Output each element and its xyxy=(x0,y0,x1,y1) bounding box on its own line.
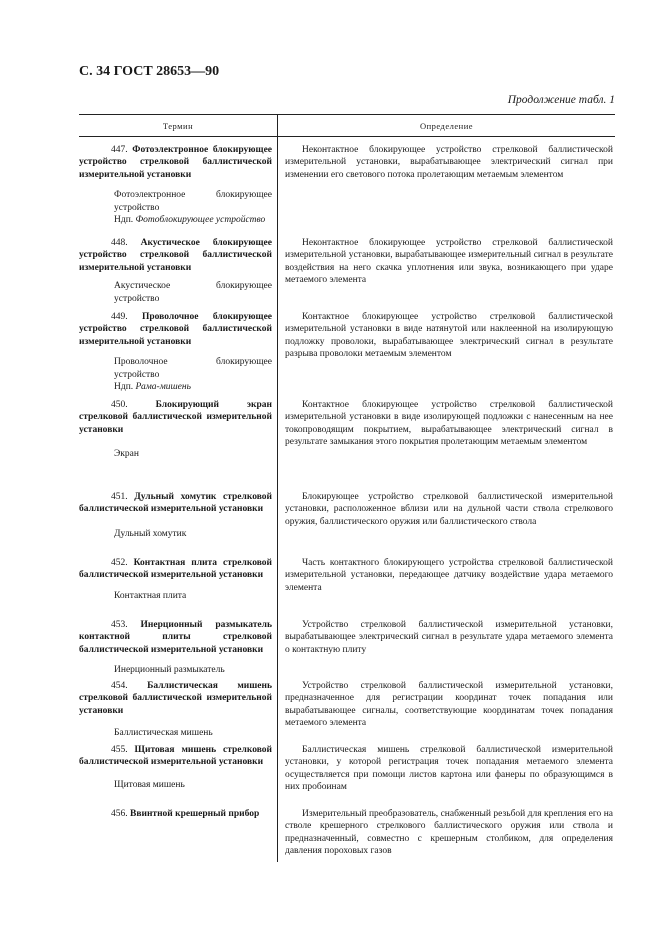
term-number: 454. xyxy=(111,681,128,691)
term-name: Баллистическая мишень стрелковой баллистической измерительной установки xyxy=(79,681,272,716)
term-name: Ввинтной крешерный прибор xyxy=(130,809,260,819)
term-synonym: Проволочное блокирующее устройство xyxy=(114,357,272,380)
term-synonym: Фотоэлектронное блокирующее устройство xyxy=(114,190,272,213)
term-number: 450. xyxy=(111,400,128,410)
term-number: 448. xyxy=(111,238,128,248)
term-cell xyxy=(79,144,272,226)
term-synonym: Контактная плита xyxy=(114,590,187,601)
term-deprecated: Ндп. Фотоблокирующее устройство xyxy=(114,215,266,226)
term-cell xyxy=(79,744,272,791)
term-synonym: Баллистическая мишень xyxy=(114,728,213,739)
definition-cell: Измерительный преобразователь, снабженный резьбой для крепления его на стволе крешерного стрелкового баллистического оружия или ствола и предназначенный, совместно с крешерным столбиком, для определения давления пороховых газов xyxy=(285,809,613,857)
column-divider xyxy=(277,137,278,862)
term-deprecated: Ндп. Рама-мишень xyxy=(114,382,191,393)
term-number: 453. xyxy=(111,620,128,630)
term-name: Дульный хомутик стрелковой баллистической измерительной установки xyxy=(79,492,272,515)
term-cell xyxy=(79,680,272,740)
term-cell xyxy=(79,491,272,540)
term-number: 456. xyxy=(111,809,128,819)
definition-cell: Контактное блокирующее устройство стрелковой баллистической измерительной установки в виде изолирующей подложки с нанесенным на нее токопроводящим покрытием, вырабатывающее электрический сигнал в результате замыкания этого покрытия пролетающим метаемым элементом xyxy=(285,400,613,448)
table-header xyxy=(79,114,615,137)
term-number: 449. xyxy=(111,312,128,322)
term-name: Контактная плита стрелковой баллистической измерительной установки xyxy=(79,558,272,581)
term-name: Проволочное блокирующее устройство стрелковой баллистической измерительной установки xyxy=(79,312,273,347)
definition-cell: Контактное блокирующее устройство стрелковой баллистической измерительной установки в виде натянутой или наклеенной на изолирующую подложку проволоки, вырабатывающее электрический сигнал в результате разрыва проволоки метаемым элементом xyxy=(285,312,613,360)
definition-cell: Устройство стрелковой баллистической измерительной установки, вырабатывающее электрический сигнал в результате удара метаемого элемента о контактную плиту xyxy=(285,620,613,655)
term-cell xyxy=(79,808,272,820)
page-header: С. 34 ГОСТ 28653—90 xyxy=(79,64,220,79)
term-number: 447. xyxy=(111,145,128,155)
term-cell xyxy=(79,237,272,305)
term-name: Акустическое блокирующее устройство стрелковой баллистической измерительной установки xyxy=(79,238,272,273)
definition-cell: Баллистическая мишень стрелковой баллистической измерительной установки, у которой регистрация точек попадания метаемого элемента осуществляется при помощи листов картона или фанеры по образующимся в них пробоинам xyxy=(285,745,613,793)
term-name: Фотоэлектронное блокирующее устройство стрелковой баллистической измерительной установки xyxy=(79,145,272,180)
definition-cell: Часть контактного блокирующего устройства стрелковой баллистической измерительной установки, передающее датчику воздействие удара метаемого элемента xyxy=(285,558,613,593)
definition-cell: Устройство стрелковой баллистической измерительной установки, предназначенное для регистрации координат точек попадания или вырабатывающее сигналы, соответствующие координатам точек попадания метаемого элемента xyxy=(285,681,613,729)
term-synonym: Экран xyxy=(114,449,139,460)
term-cell xyxy=(79,311,272,393)
table-continuation-label: Продолжение табл. 1 xyxy=(507,94,615,106)
term-synonym: Дульный хомутик xyxy=(114,528,187,539)
term-number: 455. xyxy=(111,745,128,755)
term-name: Блокирующий экран стрелковой баллистической измерительной установки xyxy=(79,400,272,435)
term-name: Инерционный размыкатель контактной плиты стрелковой баллистической измерительной установки xyxy=(79,620,273,655)
definition-cell: Неконтактное блокирующее устройство стрелковой баллистической измерительной установки, вырабатывающее измерительный сигнал в результате воздействия на него скачка уплотнения или звука, возникающего при ударе метаемого элемента xyxy=(285,238,613,286)
term-name: Щитовая мишень стрелковой баллистической измерительной установки xyxy=(79,745,273,768)
term-number: 451. xyxy=(111,492,128,502)
term-synonym: Инерционный размыкатель xyxy=(114,665,225,676)
term-cell xyxy=(79,557,272,602)
term-cell xyxy=(79,619,272,677)
terms-table xyxy=(79,114,615,857)
term-synonym: Щитовая мишень xyxy=(114,779,185,790)
definition-cell: Блокирующее устройство стрелковой баллистической измерительной установки, расположенное вблизи или на дульной части ствола стрелкового оружия, баллистического оружия или баллистического ствола xyxy=(285,492,613,527)
term-synonym: Акустическое блокирующее устройство xyxy=(114,281,272,304)
term-number: 452. xyxy=(111,558,128,568)
definition-cell: Неконтактное блокирующее устройство стрелковой баллистической измерительной установки, вырабатывающее электрический сигнал при изменении его светового потока пролетающим метаемым элементом xyxy=(285,145,613,180)
column-header-definition: Определение xyxy=(419,120,474,131)
column-header-term: Термин xyxy=(79,115,278,136)
term-cell xyxy=(79,399,272,461)
